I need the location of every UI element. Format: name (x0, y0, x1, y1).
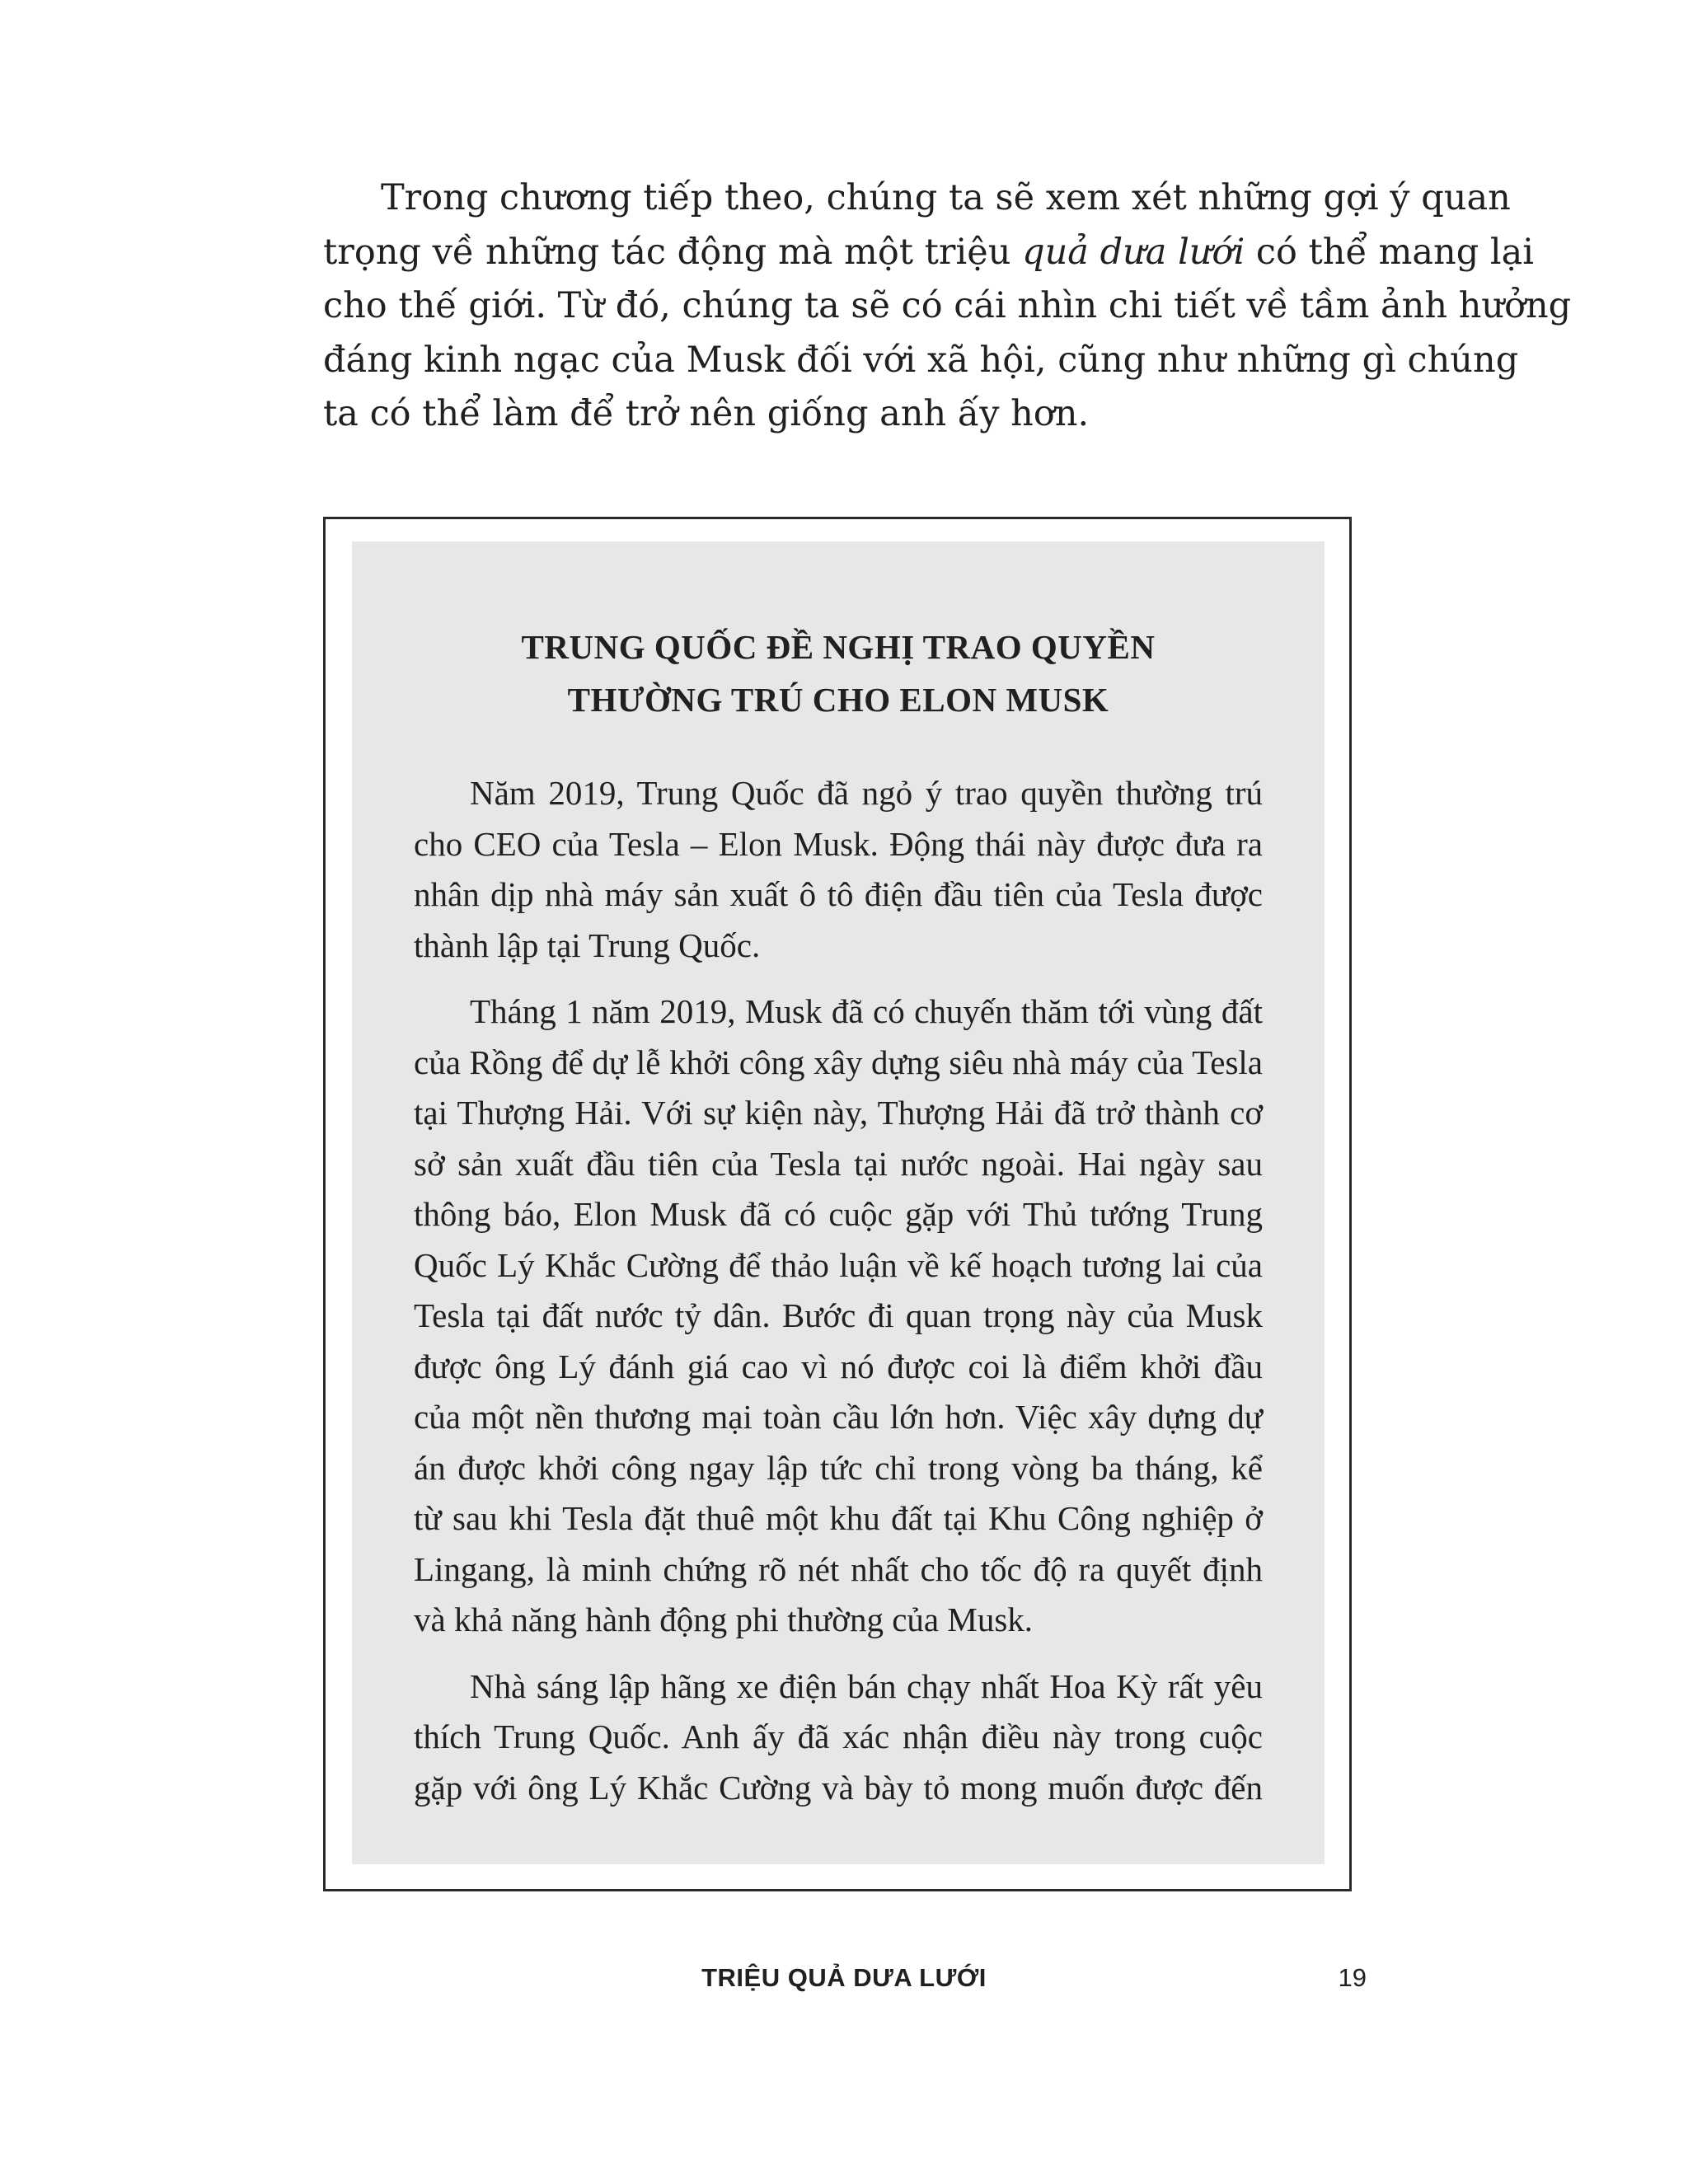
body-line: Lingang, là minh chứng rõ nét nhất cho tốc độ ra quyết định (414, 1549, 1263, 1588)
sidebar-title-line: THƯỜNG TRÚ CHO ELON MUSK (567, 681, 1109, 719)
sidebar-box (323, 517, 1352, 1891)
sidebar-paragraph (414, 1661, 1263, 1814)
body-line: án được khởi công ngay lập tức chỉ trong vòng ba tháng, kể (414, 1448, 1263, 1487)
body-line: thông báo, Elon Musk đã có cuộc gặp với Thủ tướng Trung (414, 1195, 1263, 1233)
sidebar-title (352, 621, 1325, 726)
body-line: và khả năng hành động phi thường của Musk. (414, 1601, 1034, 1638)
intro-paragraph (323, 171, 1572, 442)
body-line: thành lập tại Trung Quốc. (414, 926, 761, 964)
running-footer-title: TRIỆU QUẢ DƯA LƯỚI (701, 1963, 987, 1992)
body-line: của Rồng để dự lễ khởi công xây dựng siêu nhà máy của Tesla (414, 1043, 1263, 1081)
body-line: sở sản xuất đầu tiên của Tesla tại nước ngoài. Hai ngày sau (414, 1144, 1263, 1183)
intro-line (323, 226, 1535, 280)
body-line: nhân dịp nhà máy sản xuất ô tô điện đầu tiên của Tesla được (414, 875, 1263, 913)
italic-phrase: quả dưa lưới (1022, 231, 1245, 273)
body-line: từ sau khi Tesla đặt thuê một khu đất tại Khu Công nghiệp ở (414, 1499, 1263, 1537)
body-line: của một nền thương mại toàn cầu lớn hơn. Việc xây dựng dự (414, 1398, 1263, 1436)
intro-line: đáng kinh ngạc của Musk đối với xã hội, cũng như những gì chúng (323, 339, 1519, 381)
sidebar-title-line: TRUNG QUỐC ĐỀ NGHỊ TRAO QUYỀN (521, 628, 1156, 666)
intro-line: Trong chương tiếp theo, chúng ta sẽ xem xét những gợi ý quan (381, 177, 1511, 218)
sidebar-paragraph (414, 987, 1263, 1646)
body-line: cho CEO của Tesla – Elon Musk. Động thái này được đưa ra (414, 824, 1263, 863)
body-line: Tesla tại đất nước tỷ dân. Bước đi quan trọng này của Musk (414, 1296, 1263, 1334)
body-line: gặp với ông Lý Khắc Cường và bày tỏ mong muốn được đến (414, 1768, 1263, 1807)
page-number: 19 (1338, 1963, 1367, 1992)
body-line: Quốc Lý Khắc Cường để thảo luận về kế hoạch tương lai của (414, 1245, 1263, 1284)
intro-line: cho thế giới. Từ đó, chúng ta sẽ có cái nhìn chi tiết về tầm ảnh hưởng (323, 285, 1572, 326)
intro-line: ta có thể làm để trở nên giống anh ấy hơn. (323, 393, 1090, 434)
sidebar-paragraph (414, 768, 1263, 971)
intro-line-tail: có thể mang lại (1245, 231, 1535, 273)
body-line: thích Trung Quốc. Anh ấy đã xác nhận điều này trong cuộc (414, 1718, 1263, 1755)
intro-line-text: trọng về những tác động mà một triệu (323, 231, 1023, 273)
body-line: tại Thượng Hải. Với sự kiện này, Thượng Hải đã trở thành cơ (414, 1094, 1263, 1132)
body-line: Năm 2019, Trung Quốc đã ngỏ ý trao quyền thường trú (470, 774, 1263, 812)
body-line: Tháng 1 năm 2019, Musk đã có chuyến thăm tới vùng đất (470, 992, 1263, 1030)
body-line: được ông Lý đánh giá cao vì nó được coi là điểm khởi đầu (414, 1347, 1263, 1385)
sidebar-shade (352, 541, 1325, 1864)
sidebar-body (414, 768, 1263, 1829)
body-line: Nhà sáng lập hãng xe điện bán chạy nhất Hoa Kỳ rất yêu (470, 1666, 1263, 1705)
